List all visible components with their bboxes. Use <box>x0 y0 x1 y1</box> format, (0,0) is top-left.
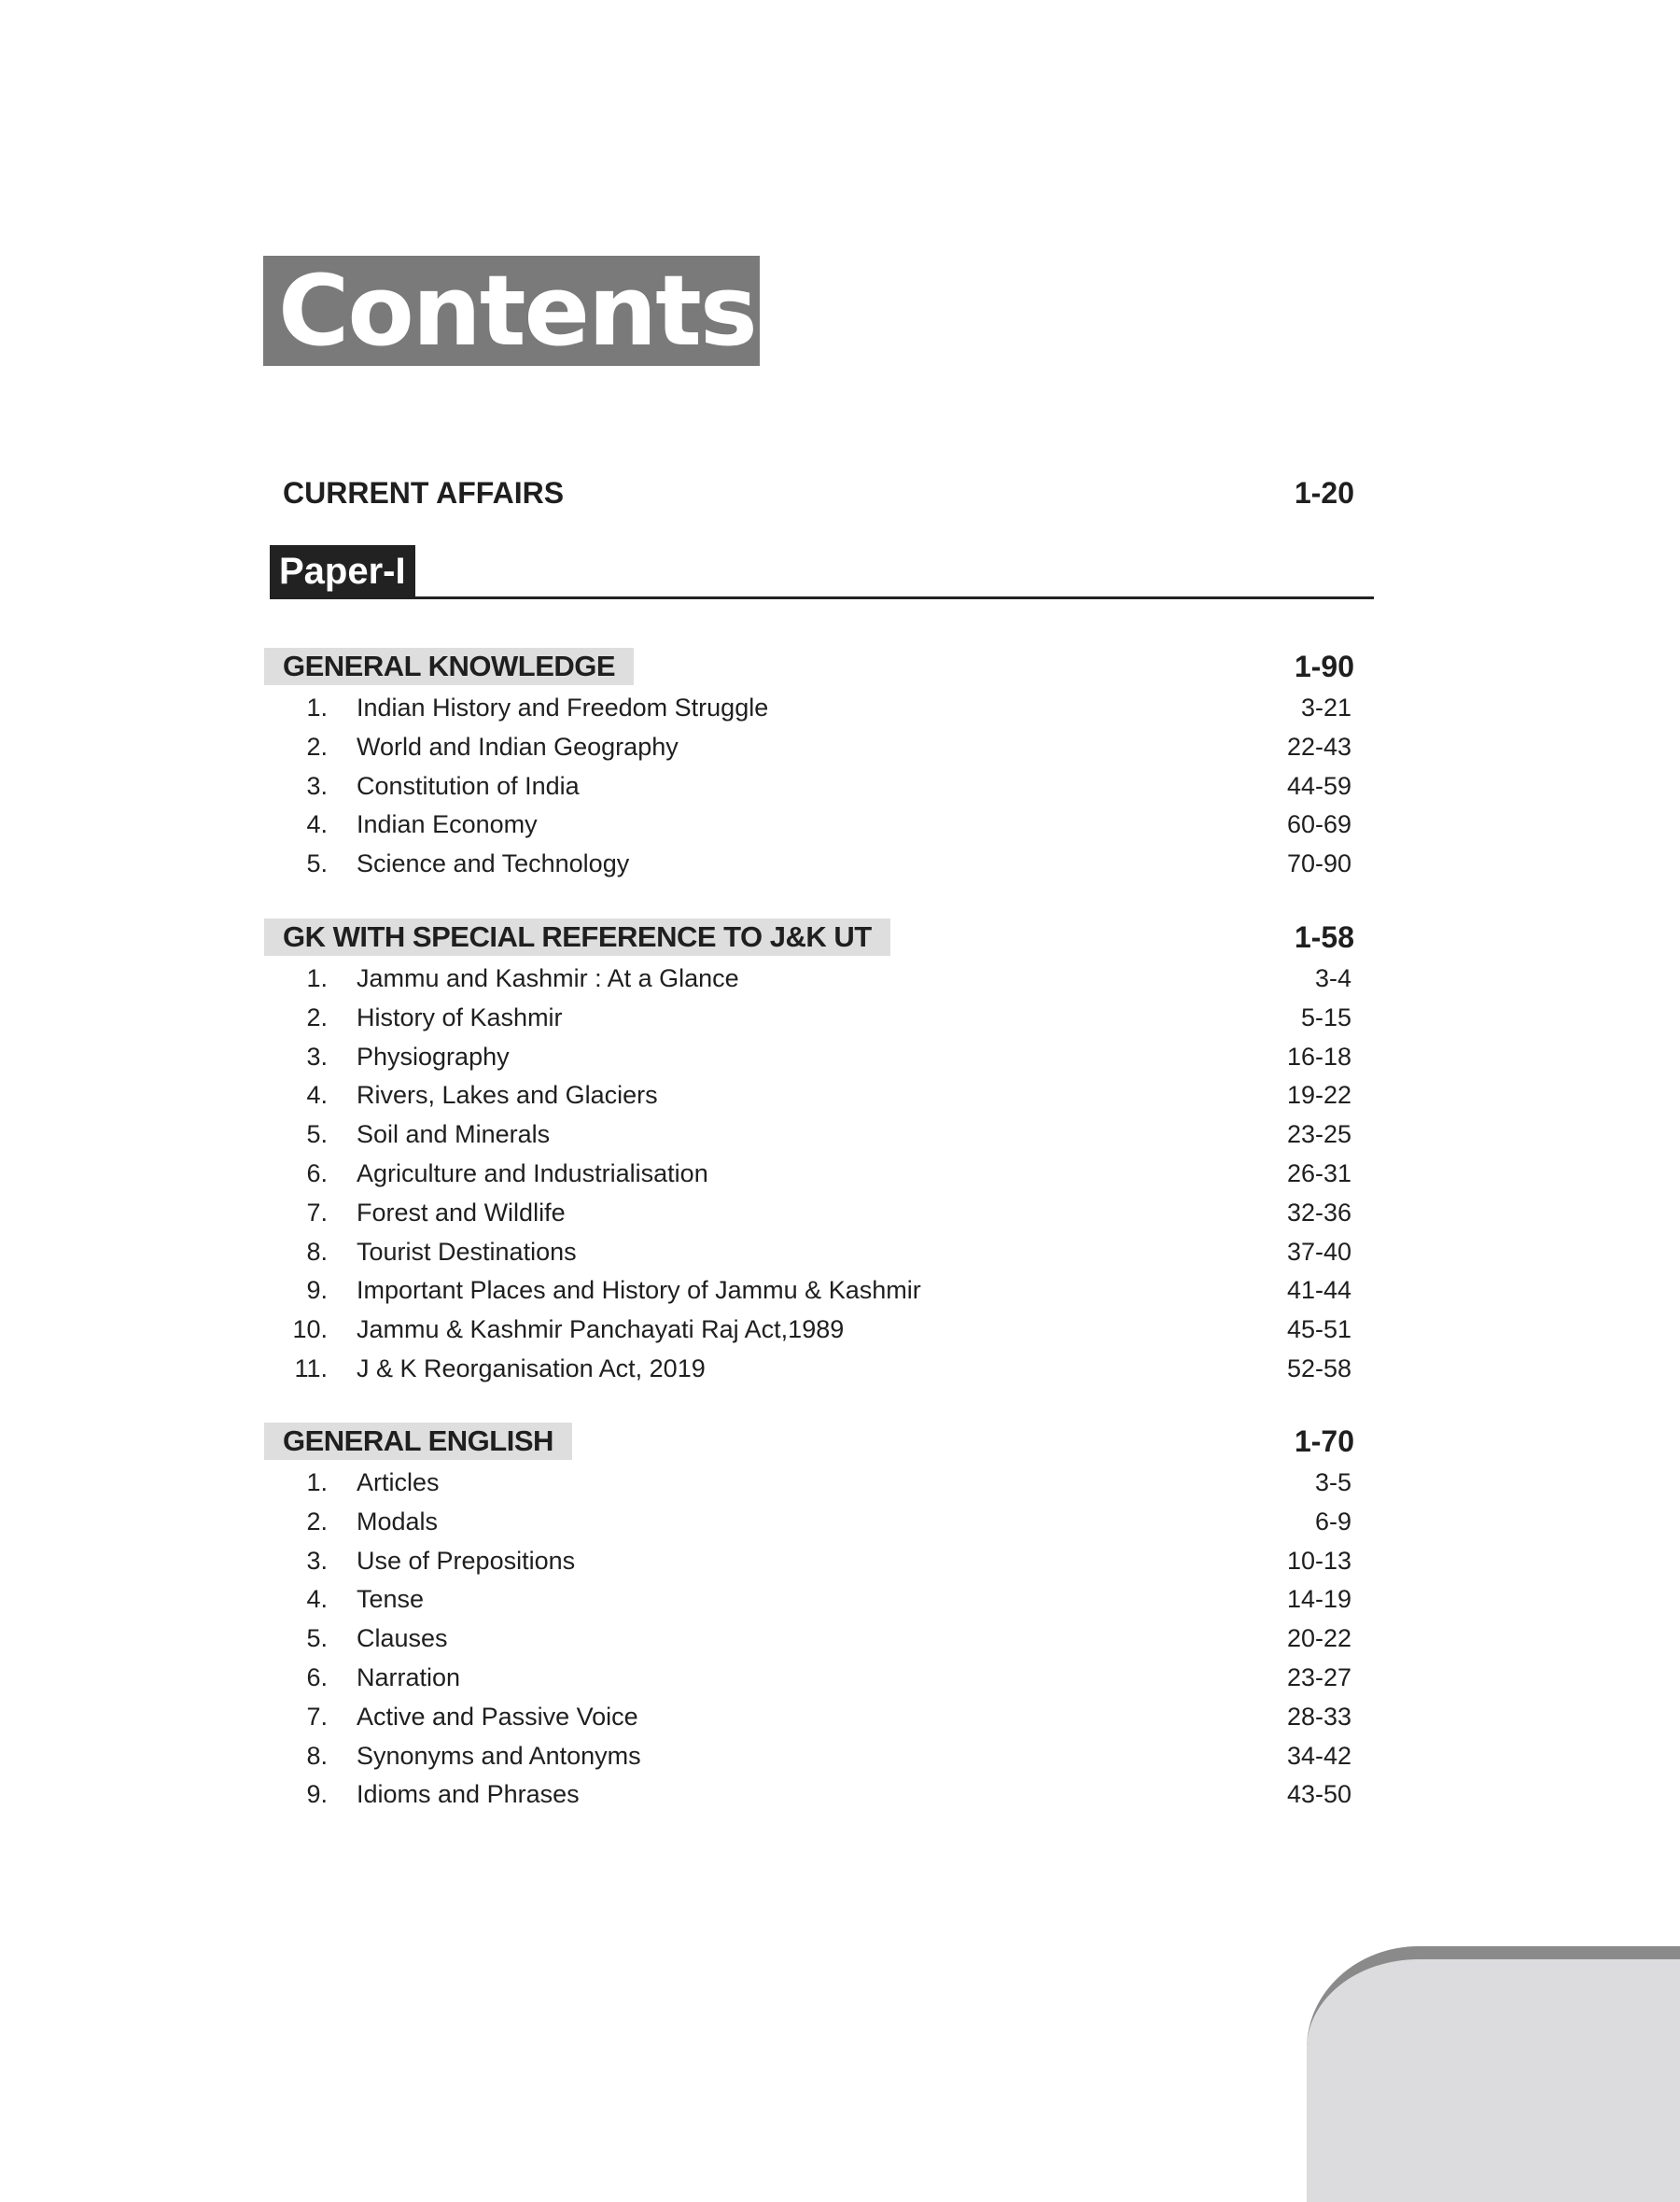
section-pages: 1-90 <box>1294 650 1354 683</box>
current-affairs-entry[interactable] <box>283 471 1354 514</box>
toc-entry[interactable] <box>264 1503 1354 1542</box>
entry-pages: 6-9 <box>1314 1507 1351 1536</box>
entry-title: Jammu & Kashmir Panchayati Raj Act,1989 <box>357 1315 845 1344</box>
toc-entry[interactable] <box>264 1464 1354 1503</box>
entry-title: Indian Economy <box>357 810 538 839</box>
entry-title: Articles <box>357 1468 440 1496</box>
section-heading[interactable] <box>264 1423 1354 1460</box>
entry-number: 4. <box>306 1585 328 1614</box>
entry-pages: 34-42 <box>1286 1741 1351 1770</box>
entry-pages: 60-69 <box>1286 810 1351 839</box>
section-label: GK WITH SPECIAL REFERENCE TO J&K UT <box>264 919 890 956</box>
section-items <box>264 1464 1354 1815</box>
entry-number: 5. <box>306 849 328 878</box>
paper-label: Paper-I <box>270 545 415 597</box>
toc-entry[interactable] <box>264 960 1354 999</box>
entry-title: Jammu and Kashmir : At a Glance <box>357 964 739 992</box>
entry-title: Tense <box>357 1585 425 1614</box>
entry-number: 3. <box>306 771 328 800</box>
entry-number: 10. <box>292 1315 328 1344</box>
section-pages: 1-70 <box>1294 1424 1354 1458</box>
toc-entry[interactable] <box>264 1620 1354 1659</box>
toc-entry[interactable] <box>264 1115 1354 1155</box>
toc-entry[interactable] <box>264 728 1354 767</box>
entry-pages: 3-21 <box>1300 694 1351 722</box>
entry-pages: 19-22 <box>1286 1081 1351 1110</box>
entry-number: 1. <box>306 964 328 992</box>
entry-pages: 23-25 <box>1286 1120 1351 1149</box>
toc-entry[interactable] <box>264 1233 1354 1272</box>
paper-rule <box>270 596 1374 599</box>
entry-number: 9. <box>306 1276 328 1305</box>
section-items <box>264 960 1354 1389</box>
entry-title: Forest and Wildlife <box>357 1198 566 1227</box>
entry-title: Constitution of India <box>357 771 580 800</box>
toc-entry[interactable] <box>264 1076 1354 1115</box>
entry-title: Agriculture and Industrialisation <box>357 1158 708 1187</box>
entry-pages: 37-40 <box>1286 1237 1351 1266</box>
entry-pages: 26-31 <box>1286 1158 1351 1187</box>
entry-number: 7. <box>306 1198 328 1227</box>
entry-number: 3. <box>306 1546 328 1575</box>
entry-number: 8. <box>306 1237 328 1266</box>
entry-pages: 41-44 <box>1286 1276 1351 1305</box>
entry-pages: 28-33 <box>1286 1702 1351 1731</box>
entry-title: Active and Passive Voice <box>357 1702 638 1731</box>
entry-pages: 10-13 <box>1286 1546 1351 1575</box>
entry-number: 9. <box>306 1780 328 1809</box>
page-corner-tab <box>1307 1946 1680 2202</box>
section-gk-jk-ut <box>264 919 1354 1389</box>
toc-entry[interactable] <box>264 1311 1354 1350</box>
entry-title: History of Kashmir <box>357 1003 563 1031</box>
entry-number: 7. <box>306 1702 328 1731</box>
entry-pages: 1-20 <box>1294 476 1354 510</box>
paper-heading <box>270 545 1374 599</box>
entry-pages: 52-58 <box>1286 1353 1351 1382</box>
entry-pages: 3-5 <box>1314 1468 1351 1496</box>
toc-entry[interactable] <box>264 806 1354 845</box>
section-heading[interactable] <box>264 919 1354 956</box>
page-title: Contents <box>263 256 760 366</box>
entry-title: Idioms and Phrases <box>357 1780 580 1809</box>
toc-entry[interactable] <box>264 1271 1354 1311</box>
entry-number: 4. <box>306 810 328 839</box>
entry-title: Indian History and Freedom Struggle <box>357 694 769 722</box>
entry-number: 2. <box>306 732 328 761</box>
entry-number: 1. <box>306 694 328 722</box>
entry-number: 11. <box>294 1353 328 1382</box>
entry-title: Science and Technology <box>357 849 630 878</box>
entry-pages: 43-50 <box>1286 1780 1351 1809</box>
entry-number: 2. <box>306 1507 328 1536</box>
entry-number: 4. <box>306 1081 328 1110</box>
entry-pages: 20-22 <box>1286 1624 1351 1653</box>
entry-title: J & K Reorganisation Act, 2019 <box>357 1353 706 1382</box>
entry-pages: 44-59 <box>1286 771 1351 800</box>
toc-entry[interactable] <box>264 1155 1354 1194</box>
entry-pages: 14-19 <box>1286 1585 1351 1614</box>
entry-title: World and Indian Geography <box>357 732 679 761</box>
entry-pages: 70-90 <box>1286 849 1351 878</box>
entry-title: Use of Prepositions <box>357 1546 576 1575</box>
section-heading[interactable] <box>264 648 1354 685</box>
entry-number: 3. <box>306 1042 328 1071</box>
entry-number: 6. <box>306 1662 328 1691</box>
toc-entry[interactable] <box>264 1659 1354 1698</box>
entry-title: Important Places and History of Jammu & Kashmir <box>357 1276 921 1305</box>
toc-entry[interactable] <box>264 1775 1354 1815</box>
entry-number: 5. <box>306 1624 328 1653</box>
toc-entry[interactable] <box>264 1580 1354 1620</box>
toc-entry[interactable] <box>264 1542 1354 1581</box>
entry-pages: 5-15 <box>1300 1003 1351 1031</box>
section-pages: 1-58 <box>1294 920 1354 954</box>
toc-entry[interactable] <box>264 1038 1354 1077</box>
section-label: GENERAL ENGLISH <box>264 1423 572 1460</box>
entry-title: Modals <box>357 1507 439 1536</box>
toc-entry[interactable] <box>264 1194 1354 1233</box>
section-general-english <box>264 1423 1354 1815</box>
toc-entry[interactable] <box>264 1350 1354 1389</box>
entry-pages: 23-27 <box>1286 1662 1351 1691</box>
entry-pages: 16-18 <box>1286 1042 1351 1071</box>
entry-title: Synonyms and Antonyms <box>357 1741 641 1770</box>
entry-pages: 32-36 <box>1286 1198 1351 1227</box>
section-items <box>264 689 1354 884</box>
entry-title: Narration <box>357 1662 461 1691</box>
entry-number: 5. <box>306 1120 328 1149</box>
entry-title: Soil and Minerals <box>357 1120 551 1149</box>
toc-entry[interactable] <box>264 689 1354 728</box>
entry-number: 2. <box>306 1003 328 1031</box>
section-general-knowledge <box>264 648 1354 884</box>
entry-pages: 3-4 <box>1314 964 1351 992</box>
entry-number: 6. <box>306 1158 328 1187</box>
entry-number: 8. <box>306 1741 328 1770</box>
entry-title: Clauses <box>357 1624 448 1653</box>
entry-title: Tourist Destinations <box>357 1237 577 1266</box>
entry-number: 1. <box>306 1468 328 1496</box>
entry-pages: 45-51 <box>1286 1315 1351 1344</box>
toc-entry[interactable] <box>264 767 1354 806</box>
toc-entry[interactable] <box>264 1737 1354 1776</box>
entry-title: Physiography <box>357 1042 510 1071</box>
entry-pages: 22-43 <box>1286 732 1351 761</box>
toc-entry[interactable] <box>264 1698 1354 1737</box>
toc-entry[interactable] <box>264 999 1354 1038</box>
toc-entry[interactable] <box>264 845 1354 884</box>
entry-title: Rivers, Lakes and Glaciers <box>357 1081 658 1110</box>
entry-label: CURRENT AFFAIRS <box>283 476 565 510</box>
section-label: GENERAL KNOWLEDGE <box>264 648 634 685</box>
